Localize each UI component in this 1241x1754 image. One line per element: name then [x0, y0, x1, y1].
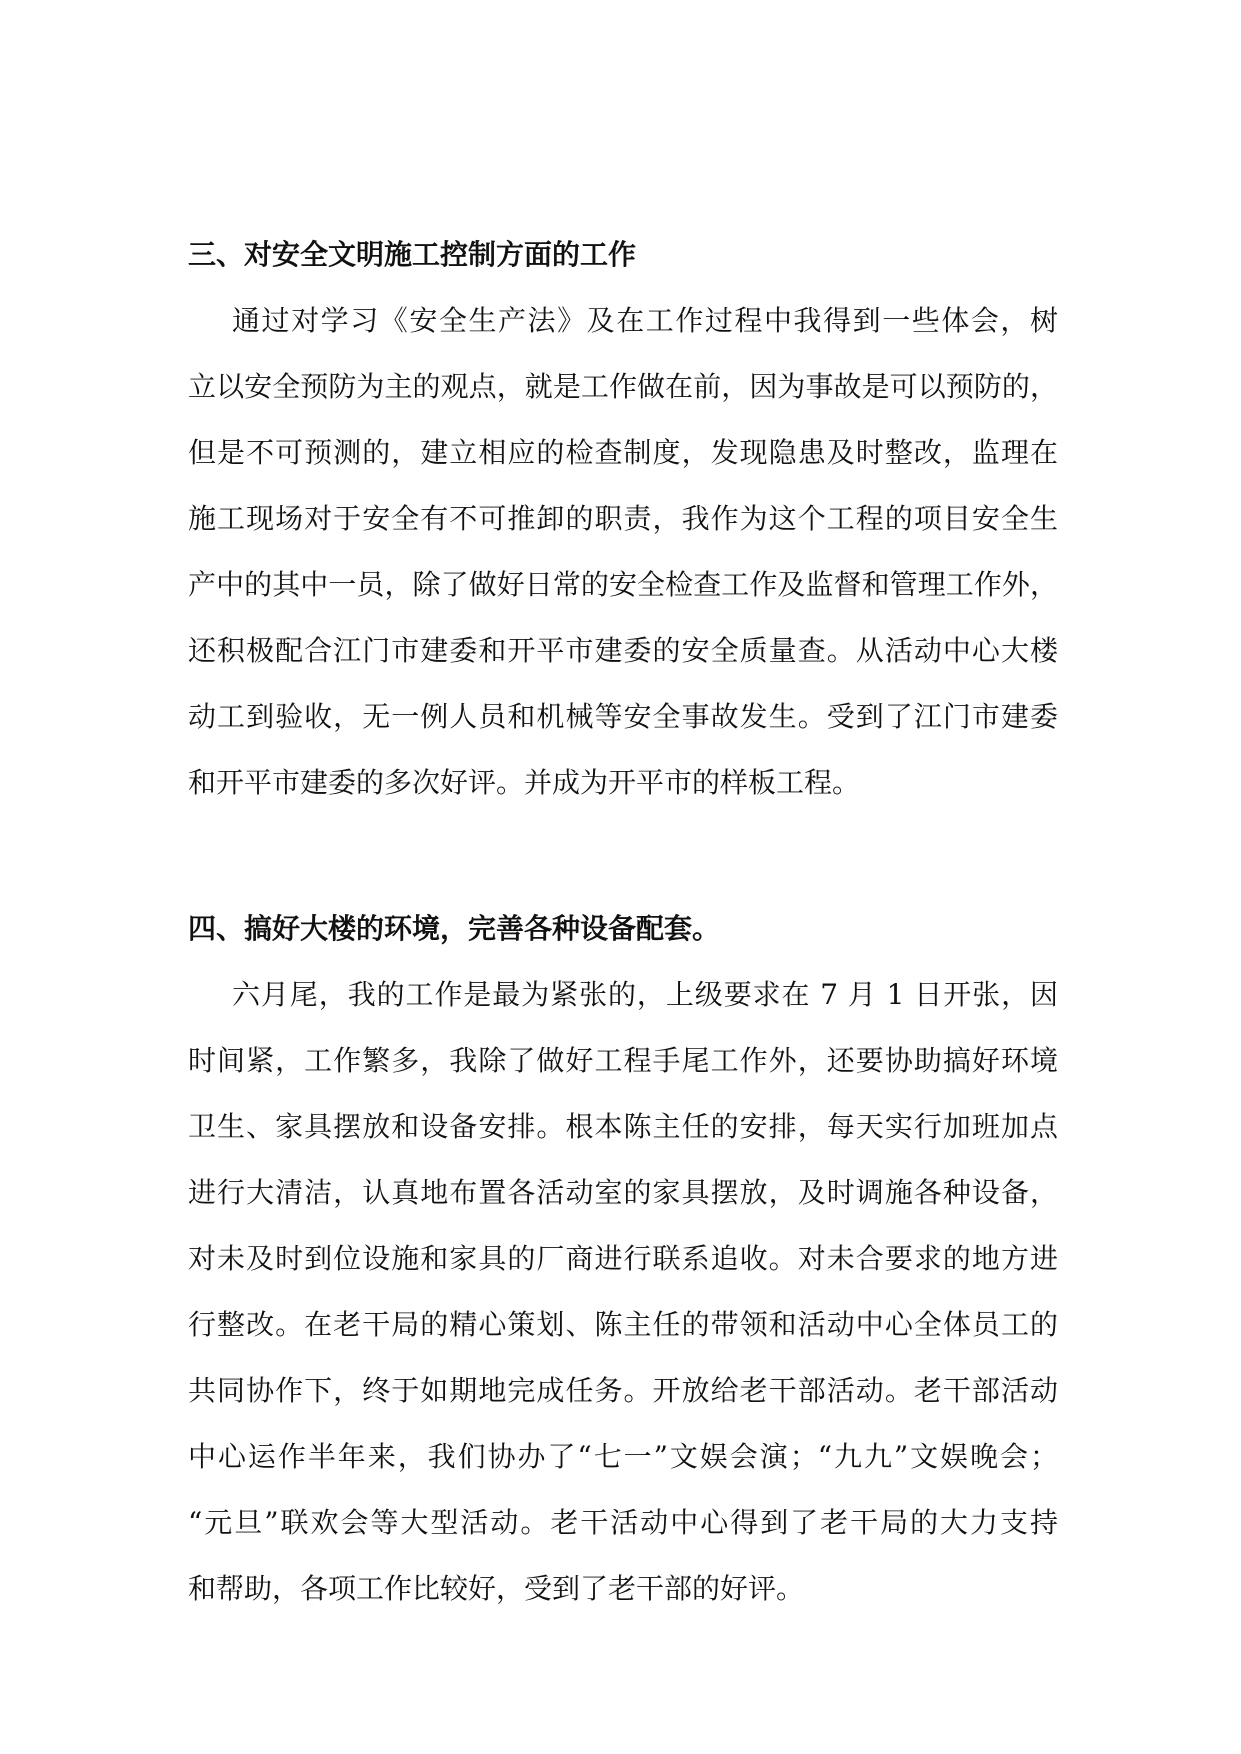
paragraph-line: 中心运作半年来，我们协办了“七一”文娱会演；“九九”文娱晚会；	[188, 1440, 1058, 1473]
paragraph-line: 卫生、家具摆放和设备安排。根本陈主任的安排，每天实行加班加点	[188, 1110, 1058, 1143]
paragraph-line: 通过对学习《安全生产法》及在工作过程中我得到一些体会，树	[232, 304, 1058, 337]
paragraph-line: 共同协作下，终于如期地完成任务。开放给老干部活动。老干部活动	[188, 1374, 1058, 1407]
document-body	[188, 222, 1058, 1622]
paragraph-line: 但是不可预测的，建立相应的检查制度，发现隐患及时整改，监理在	[188, 436, 1058, 469]
paragraph-line: 六月尾，我的工作是最为紧张的，上级要求在 7 月 1 日开张，因	[232, 978, 1058, 1011]
section-heading: 三、对安全文明施工控制方面的工作	[188, 238, 637, 271]
section-environment	[188, 896, 1058, 1622]
section-safety	[188, 222, 1058, 816]
section-paragraph	[188, 962, 1058, 1622]
paragraph-line: 立以安全预防为主的观点，就是工作做在前，因为事故是可以预防的，	[188, 370, 1058, 403]
paragraph-line: 对未及时到位设施和家具的厂商进行联系追收。对未合要求的地方进	[188, 1242, 1058, 1275]
section-paragraph	[188, 288, 1058, 816]
section-heading: 四、搞好大楼的环境，完善各种设备配套。	[188, 912, 721, 945]
paragraph-line: 时间紧，工作繁多，我除了做好工程手尾工作外，还要协助搞好环境	[188, 1044, 1058, 1077]
paragraph-line: 还积极配合江门市建委和开平市建委的安全质量查。从活动中心大楼	[188, 634, 1058, 667]
paragraph-line: 和帮助，各项工作比较好，受到了老干部的好评。	[188, 1572, 805, 1605]
section-gap	[188, 816, 1058, 896]
paragraph-line: 产中的其中一员，除了做好日常的安全检查工作及监督和管理工作外，	[188, 568, 1058, 601]
paragraph-line: 动工到验收，无一例人员和机械等安全事故发生。受到了江门市建委	[188, 700, 1058, 733]
paragraph-line: 行整改。在老干局的精心策划、陈主任的带领和活动中心全体员工的	[188, 1308, 1058, 1341]
paragraph-line: 和开平市建委的多次好评。并成为开平市的样板工程。	[188, 766, 861, 799]
paragraph-line: “元旦”联欢会等大型活动。老干活动中心得到了老干局的大力支持	[188, 1506, 1058, 1539]
paragraph-line: 施工现场对于安全有不可推卸的职责，我作为这个工程的项目安全生	[188, 502, 1058, 535]
paragraph-line: 进行大清洁，认真地布置各活动室的家具摆放，及时调施各种设备，	[188, 1176, 1058, 1209]
